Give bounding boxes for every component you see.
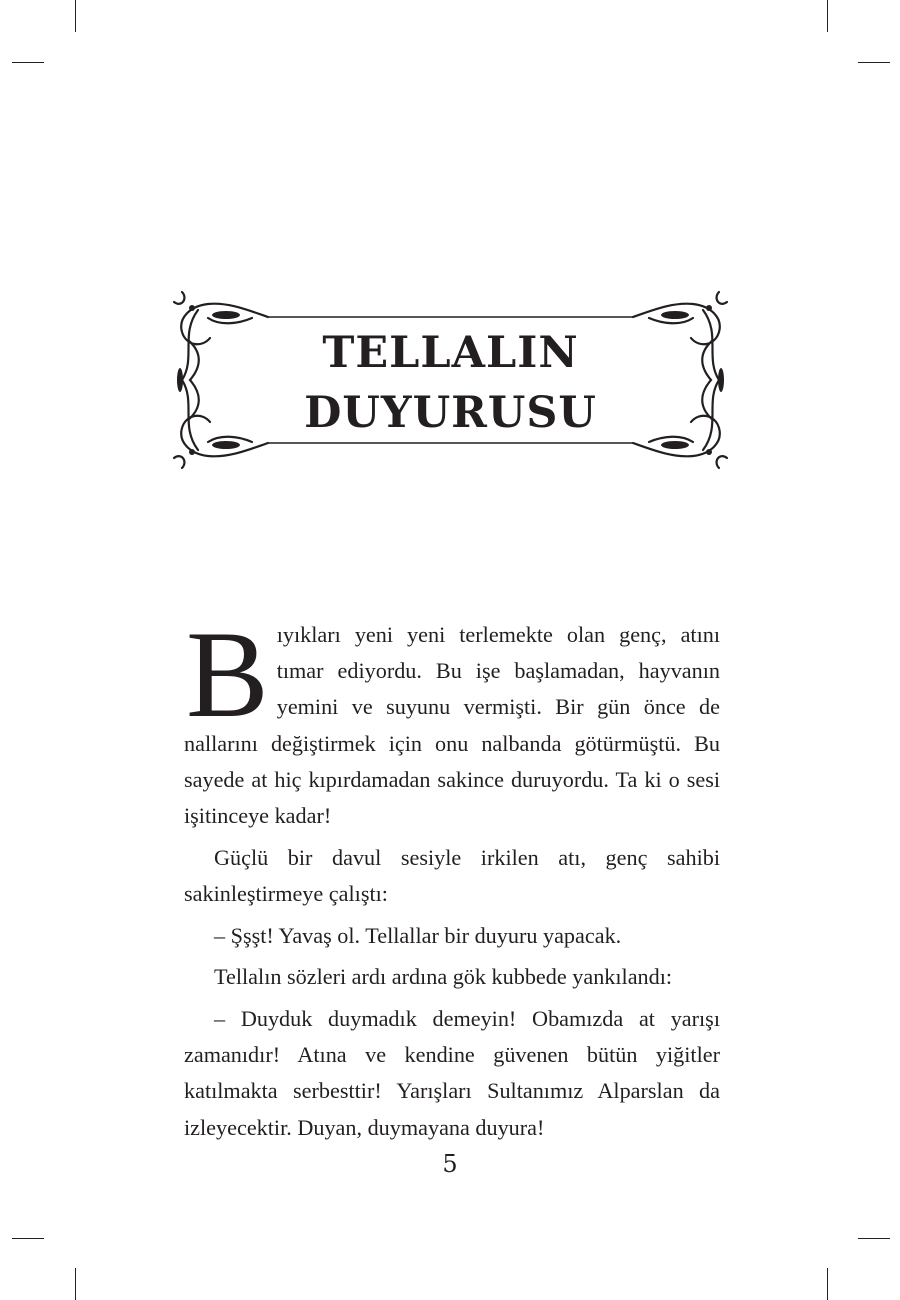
crop-mark-right-bottom	[858, 1238, 890, 1239]
crop-mark-right-top	[858, 62, 890, 63]
chapter-title-frame	[168, 288, 733, 473]
paragraph-4: Tellalın sözleri ardı ardına gök kubbede yankılandı:	[214, 964, 673, 990]
crop-mark-left-top	[12, 62, 44, 63]
crop-mark-top-left	[75, 0, 76, 32]
paragraph-3: – Şşşt! Yavaş ol. Tellallar bir duyuru yapacak.	[214, 922, 622, 948]
page-number: 5	[442, 1150, 458, 1178]
crop-mark-bottom-right	[827, 1268, 828, 1300]
paragraph-1-text: ıyıkları yeni yeni terlemekte olan genç, atını tımar ediyordu. Bu işe başlamadan, hayvanın yemini ve suyunu vermişti. Bir gün önce de nallarını değiştirmek için onu nalbanda götürmüştü. Bu sayede at hiç kıpırdamadan sakince duruyordu. Ta ki o sesi işitinceye kadar!	[184, 622, 720, 829]
crop-mark-bottom-left	[75, 1268, 76, 1300]
chapter-title-line-1: TELLALIN	[322, 328, 579, 378]
body-text	[184, 606, 720, 1146]
paragraph-2: Güçlü bir davul sesiyle irkilen atı, genç sahibi sakinleştirmeye çalıştı:	[184, 844, 720, 906]
paragraph-5: – Duyduk duymadık demeyin! Obamızda at yarışı zamanıdır! Atına ve kendine güvenen bütün yiğitler katılmakta serbesttir! Yarışları Sultanımız Alparslan da izleyecektir. Duyan, duymayana duyura!	[184, 1006, 720, 1140]
crop-mark-left-bottom	[12, 1238, 44, 1239]
drop-cap: B	[186, 606, 269, 743]
paragraph-1	[184, 606, 720, 834]
crop-mark-top-right	[827, 0, 828, 32]
ornamental-frame-icon	[168, 288, 733, 473]
chapter-title-line-2: DUYURUSU	[304, 388, 597, 438]
